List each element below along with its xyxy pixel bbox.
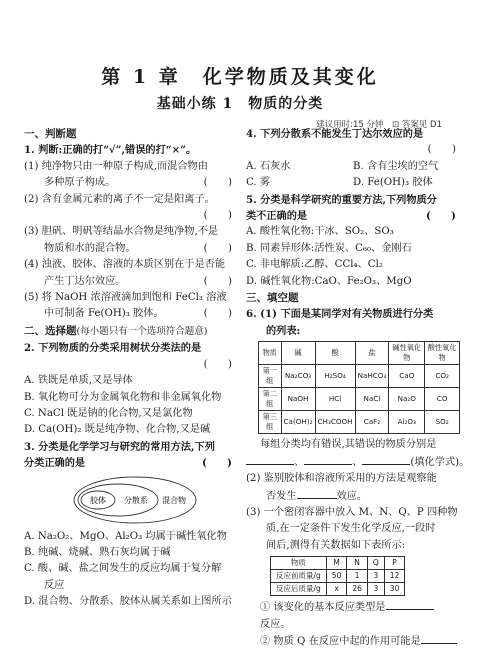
table-row [259, 411, 460, 434]
table-cell: 第三组 [259, 411, 282, 434]
table-cell: 第一组 [259, 365, 282, 388]
answer-blank[interactable] [386, 599, 434, 610]
table-cell: Na₂O [389, 388, 425, 411]
question-6-line2: 的列表: [266, 324, 301, 337]
table-header-cell: Q [367, 557, 384, 570]
question-3-text: 分类正确的是 [24, 457, 86, 470]
table-cell: NaHCO₃ [355, 365, 389, 388]
question-4-options-row1 [246, 159, 460, 175]
judge-1-line1: (1) 纯净物只由一种原子构成,而混合物由 [24, 160, 208, 172]
question-2-option-c[interactable]: C. NaCl 既是钠的化合物,又是氯化物 [24, 407, 193, 419]
table-row [259, 365, 460, 388]
table-header-cell: 物质 [271, 557, 327, 570]
section-judge-heading: 一、判断题 [24, 128, 77, 140]
table-cell: Al₂O₃ [389, 411, 425, 434]
question-5-line2 [246, 208, 460, 224]
question-6-line1: 6. (1) 下面是某同学对有关物质进行分类 [246, 308, 434, 321]
table-header-cell: 物质 [259, 342, 282, 365]
table-cell: 3 [367, 570, 384, 583]
table-cell: SO₂ [425, 411, 460, 434]
question-5-text: 类不正确的是 [246, 210, 308, 223]
table-cell: 50 [326, 570, 347, 583]
lesson-title: 基础小练 1 物质的分类 [156, 96, 324, 112]
table-cell: 第二组 [259, 388, 282, 411]
question-6-3-line3: 间后,测得有关数据如下表所示: [266, 539, 406, 551]
time-answer-meta: 建议用时:15 分钟 ⊡ 答案见 D1 [316, 120, 442, 130]
answer-paren[interactable]: ( ) [201, 457, 232, 470]
question-6-2-tail: 效应。 [336, 490, 368, 502]
answer-paren[interactable]: ( ) [203, 242, 232, 254]
table-header-cell: 碱性氧化物 [389, 342, 425, 365]
table-cell: NaOH [281, 388, 315, 411]
table-cell: 反应后质量/g [271, 583, 327, 596]
answer-paren[interactable]: ( ) [203, 210, 232, 222]
judge-2-answer-line [24, 208, 236, 224]
question-2-stem: 2. 下列物质的分类采用树状分类法的是 [24, 342, 202, 355]
table-header-cell: N [347, 557, 368, 570]
question-5-option-c[interactable]: C. 非电解质:乙醇、CCl₄、Cl₂ [246, 259, 383, 271]
judge-3-line1: (3) 胆矾、明矾等结晶水合物是纯净物,不是 [24, 226, 219, 238]
answer-blank[interactable] [304, 454, 352, 465]
question-6-2-pre: 否发生 [266, 490, 297, 502]
question-5-option-d[interactable]: D. 碱性氧化物:CaO、Fe₂O₃、MgO [246, 275, 412, 287]
question-6-1-line2 [246, 454, 470, 471]
question-3-option-a[interactable]: A. Na₂O₂、MgO、Al₂O₃ 均属于碱性氧化物 [24, 530, 227, 542]
table-header-cell: P [384, 557, 405, 570]
chapter-title: 第 1 章 化学物质及其变化 [101, 66, 379, 88]
question-6-3-ii-line1 [246, 633, 460, 650]
answer-paren[interactable]: ( ) [203, 358, 232, 370]
table-cell: 26 [347, 583, 368, 596]
answer-paren[interactable]: ( ) [425, 210, 456, 223]
table-cell: 1 [347, 570, 368, 583]
table-header-cell: 盐 [355, 342, 389, 365]
blank-separator: 、 [352, 456, 363, 468]
question-4-option-c[interactable]: C. 雾 [246, 177, 271, 189]
answer-paren[interactable]: ( ) [427, 144, 456, 156]
mass-data-table [270, 556, 405, 596]
question-6-3-line1: (3) 一个密闭容器中放入 M、N、Q、P 四种物 [246, 506, 458, 518]
question-3-option-b[interactable]: B. 纯碱、烧碱、熟石灰均属于碱 [24, 546, 171, 558]
table-cell: CaO [389, 365, 425, 388]
section-choice-hint: (每小题只有一个选项符合题意) [76, 325, 208, 337]
judge-1-line2 [24, 175, 236, 191]
blank-separator: 、 [294, 456, 305, 468]
table-cell: Na₂CO₃ [281, 365, 315, 388]
judge-5-line2 [24, 306, 236, 322]
table-cell: Ca(OH)₂ [281, 411, 315, 434]
question-3-option-c[interactable]: C. 酸、碱、盐之间发生的反应均属于复分解 [24, 563, 222, 575]
question-3-line2 [24, 455, 236, 471]
question-6-3-i-line2: 反应。 [260, 618, 291, 630]
question-4-option-d[interactable]: D. Fe(OH)₃ 胶体 [353, 177, 433, 189]
question-5-option-a[interactable]: A. 酸性氧化物:干冰、SO₂、SO₃ [246, 226, 394, 238]
answer-paren[interactable]: ( ) [203, 275, 232, 287]
question-3-option-c-cont: 反应 [44, 579, 65, 591]
table-header-cell: 酸 [315, 342, 355, 365]
question-3-line1: 3. 分类是化学学习与研究的常用方法,下列 [24, 440, 215, 453]
diagram-label-dispersion: 分散系 [124, 495, 148, 505]
table-header-cell: 碱 [281, 342, 315, 365]
question-6-1-tail: (填化学式)。 [410, 456, 470, 468]
question-2-option-a[interactable]: A. 铁既是单质,又是导体 [24, 375, 133, 387]
table-cell: CO₂ [425, 365, 460, 388]
question-6-2-line1: (2) 鉴别胶体和溶液所采用的方法是观察能 [246, 473, 437, 485]
table-cell: HCl [315, 388, 355, 411]
question-4-stem: 4. 下列分散系不能发生丁达尔效应的是 [246, 128, 424, 140]
question-1-stem: 1. 判断:正确的打“√”,错误的打“×”。 [24, 144, 197, 157]
question-4-options-row2 [246, 175, 460, 191]
judge-2 [24, 192, 236, 208]
question-6-3-ii-text: ② 物质 Q 在反应中起的作用可能是 [260, 635, 421, 647]
section-choice-heading: 二、选择题 [24, 324, 77, 337]
question-4-answer-line [246, 142, 460, 158]
judge-5-line1: (5) 将 NaOH 浓溶液滴加到饱和 FeCl₃ 溶液 [24, 292, 227, 304]
question-6-3-i-text: ① 该变化的基本反应类型是 [260, 602, 386, 614]
judge-3-line2 [24, 241, 236, 257]
table-header-row [271, 557, 405, 570]
table-cell: CO [425, 388, 460, 411]
diagram-label-mixture: 混合物 [162, 495, 186, 505]
diagram-label-colloid: 胶体 [90, 495, 106, 505]
table-header-cell: M [326, 557, 347, 570]
section-fill-heading: 三、填空题 [246, 292, 299, 305]
question-5-line1: 5. 分类是科学研究的重要方法,下列物质分 [246, 193, 437, 206]
classification-nesting-diagram [72, 475, 198, 525]
judge-4-text: 产生丁达尔效应。 [44, 275, 126, 287]
question-2-option-b[interactable]: B. 氧化物可分为金属氧化物和非金属氧化物 [24, 391, 222, 403]
table-row [271, 570, 405, 583]
question-6-2-line2 [246, 488, 460, 505]
table-row [271, 583, 405, 596]
answer-blank[interactable] [297, 488, 337, 499]
answer-blank[interactable] [246, 454, 294, 465]
answer-blank[interactable] [362, 454, 410, 465]
question-4-option-b[interactable]: B. 含有尘埃的空气 [353, 160, 439, 172]
judge-3-text: 物质和水的混合物。 [44, 242, 136, 254]
question-6-1-line1: 每组分类均有错误,其错误的物质分别是 [260, 439, 437, 451]
question-6-3-i-line1 [246, 599, 460, 616]
question-2-option-d[interactable]: D. Ca(OH)₂ 既是纯净物、化合物,又是碱 [24, 424, 211, 436]
table-cell: 30 [384, 583, 405, 596]
table-cell: 3 [367, 583, 384, 596]
table-cell: 12 [384, 570, 405, 583]
section-choice-heading-line [24, 323, 236, 340]
judge-5-text: 中可制备 Fe(OH)₃ 胶体。 [44, 308, 164, 320]
judge-2-text: (2) 含有金属元素的离子不一定是阳离子。 [24, 193, 215, 205]
answer-paren[interactable]: ( ) [203, 177, 232, 189]
judge-4-line1: (4) 浊液、胶体、溶液的本质区别在于是否能 [24, 259, 226, 271]
question-4-option-a[interactable]: A. 石灰水 [246, 160, 291, 172]
judge-1-text: 多种原子构成。 [44, 177, 116, 189]
answer-blank[interactable] [421, 633, 457, 644]
right-column [246, 126, 470, 650]
table-cell: 反应前质量/g [271, 570, 327, 583]
question-3-option-d[interactable]: D. 混合物、分散系、胶体从属关系如上图所示 [24, 596, 232, 608]
table-header-row [259, 342, 460, 365]
table-cell: x [326, 583, 347, 596]
question-6-3-line2: 质,在一定条件下发生化学反应,一段时 [266, 523, 436, 535]
table-header-cell: 酸性氧化物 [425, 342, 460, 365]
table-cell: NaCl [355, 388, 389, 411]
answer-paren[interactable]: ( ) [203, 308, 232, 320]
left-column [24, 126, 236, 611]
question-5-option-b[interactable]: B. 同素异形体:活性炭、C₆₀、金刚石 [246, 242, 412, 254]
classification-table [258, 341, 460, 434]
judge-4-line2 [24, 274, 236, 290]
table-row [259, 388, 460, 411]
table-cell: H₂SO₄ [315, 365, 355, 388]
table-cell: CH₃COOH [315, 411, 355, 434]
question-2-answer-line [24, 357, 236, 373]
table-cell: CaF₂ [355, 411, 389, 434]
